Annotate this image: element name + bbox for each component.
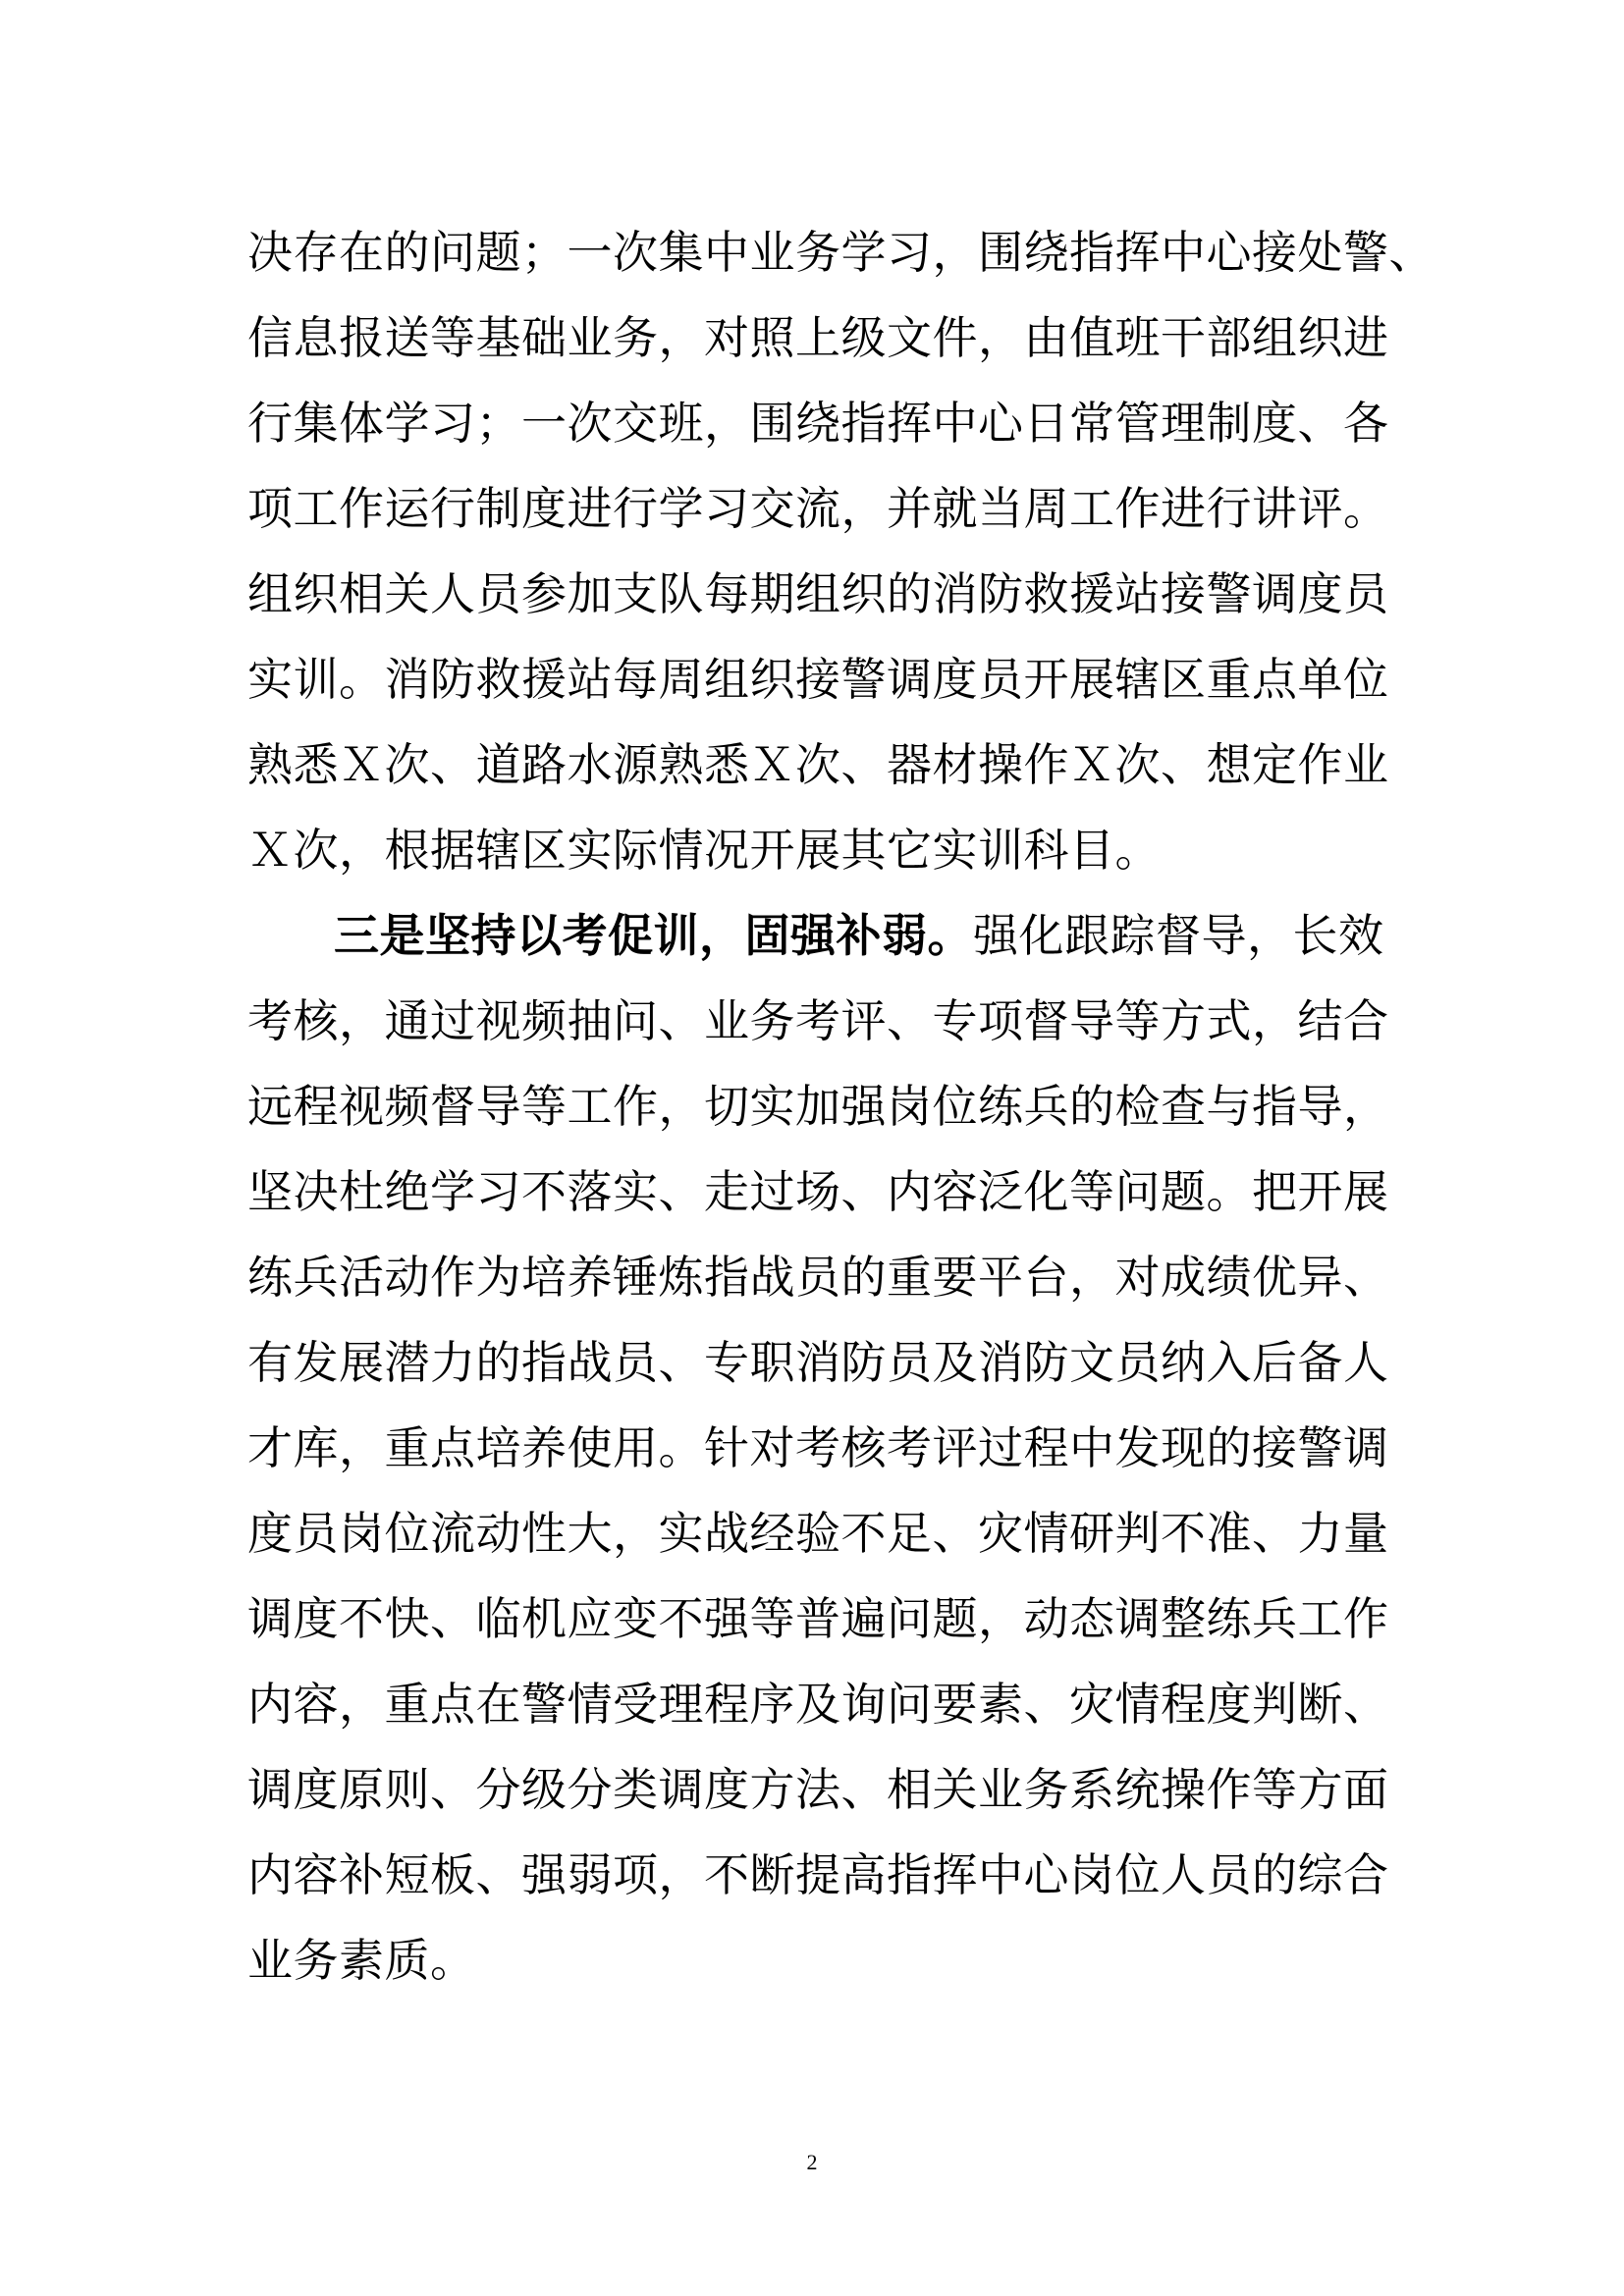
body-text-line: 内容补短板、强弱项，不断提高指挥中心岗位人员的综合	[247, 1848, 1389, 1901]
section-first-line	[334, 901, 1473, 970]
body-text-line: 远程视频督导等工作，切实加强岗位练兵的检查与指导，	[247, 1080, 1389, 1133]
body-text-line: 决存在的问题；一次集中业务学习，围绕指挥中心接处警、	[247, 226, 1435, 279]
body-text-line: 组织相关人员参加支队每期组织的消防救援站接警调度员	[247, 567, 1389, 620]
section-heading: 三是坚持以考促训，固强补弱。	[334, 909, 973, 962]
body-text-line: 调度不快、临机应变不强等普遍问题，动态调整练兵工作	[247, 1592, 1389, 1645]
body-text-line: 熟悉Ｘ次、道路水源熟悉Ｘ次、器材操作Ｘ次、想定作业	[247, 738, 1389, 791]
body-text-line: 度员岗位流动性大，实战经验不足、灾情研判不准、力量	[247, 1507, 1389, 1560]
body-text-line: 项工作运行制度进行学习交流，并就当周工作进行讲评。	[247, 482, 1389, 535]
body-text-line: 行集体学习；一次交班，围绕指挥中心日常管理制度、各	[247, 397, 1389, 450]
body-text-line: 考核，通过视频抽问、业务考评、专项督导等方式，结合	[247, 994, 1389, 1047]
body-text-line: 坚决杜绝学习不落实、走过场、内容泛化等问题。把开展	[247, 1165, 1389, 1218]
body-text-line: 信息报送等基础业务，对照上级文件，由值班干部组织进	[247, 311, 1389, 364]
body-text-line: 才库，重点培养使用。针对考核考评过程中发现的接警调	[247, 1421, 1389, 1474]
page-number: 2	[806, 2150, 818, 2174]
body-text-line: 业务素质。	[247, 1934, 476, 1987]
body-text-line: 调度原则、分级分类调度方法、相关业务系统操作等方面	[247, 1763, 1389, 1816]
body-text-line: 练兵活动作为培养锤炼指战员的重要平台，对成绩优异、	[247, 1251, 1389, 1304]
body-text-line: 实训。消防救援站每周组织接警调度员开展辖区重点单位	[247, 653, 1389, 706]
body-text-line: 内容，重点在警情受理程序及询问要素、灾情程度判断、	[247, 1678, 1389, 1731]
section-first-line-text: 强化跟踪督导，长效	[973, 909, 1384, 962]
body-text-line: Ｘ次，根据辖区实际情况开展其它实训科目。	[247, 824, 1161, 877]
body-text-line: 有发展潜力的指战员、专职消防员及消防文员纳入后备人	[247, 1336, 1389, 1389]
